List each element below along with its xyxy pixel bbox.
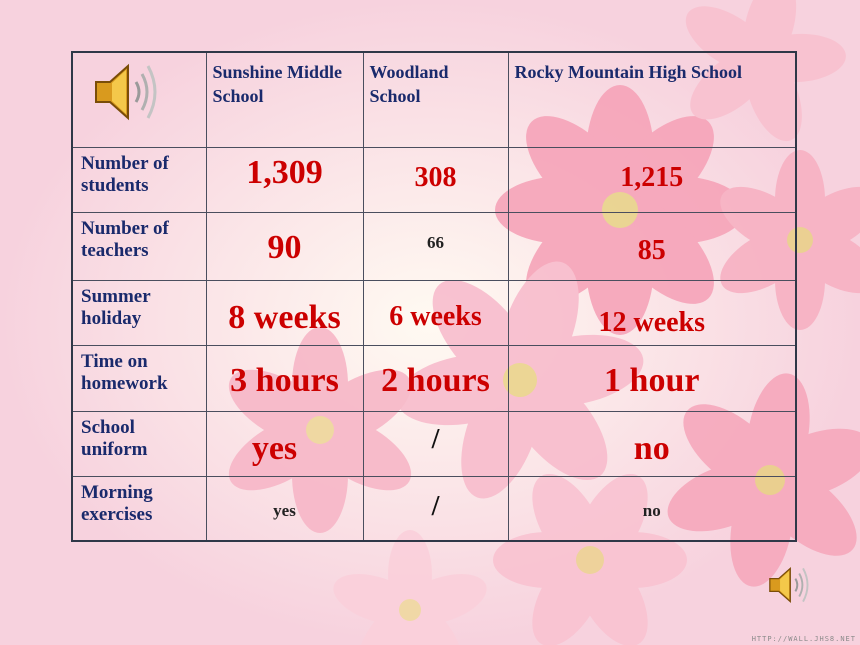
- table-row: [72, 345, 796, 411]
- cell-value: no: [508, 476, 796, 541]
- cell-value: 66: [363, 212, 508, 280]
- cell-value: /: [363, 411, 508, 476]
- column-header: Rocky Mountain High School: [508, 52, 796, 147]
- cell-value: yes: [206, 411, 363, 476]
- row-label: Number of teachers: [72, 212, 206, 280]
- table-row: [72, 147, 796, 212]
- school-comparison-table: [71, 51, 797, 542]
- cell-value: 1,215: [508, 147, 796, 212]
- table-row: [72, 411, 796, 476]
- watermark-text: HTTP://WALL.JHS8.NET: [751, 635, 856, 643]
- row-label: Time on homework: [72, 345, 206, 411]
- cell-value: 3 hours: [206, 345, 363, 411]
- table-row: [72, 476, 796, 541]
- cell-value: yes: [206, 476, 363, 541]
- row-label: Morning exercises: [72, 476, 206, 541]
- cell-value: 2 hours: [363, 345, 508, 411]
- row-label: School uniform: [72, 411, 206, 476]
- cell-value: 1 hour: [508, 345, 796, 411]
- cell-value: 6 weeks: [363, 280, 508, 345]
- cell-value: 8 weeks: [206, 280, 363, 345]
- table-row: [72, 280, 796, 345]
- cell-value: 12 weeks: [508, 280, 796, 345]
- row-label: Number of students: [72, 147, 206, 212]
- row-label: Summer holiday: [72, 280, 206, 345]
- cell-value: 85: [508, 212, 796, 280]
- table-row: [72, 212, 796, 280]
- cell-value: 1,309: [206, 147, 363, 212]
- column-header: Sunshine Middle School: [206, 52, 363, 147]
- table-header-row: [72, 52, 796, 147]
- column-header: Woodland School: [363, 52, 508, 147]
- cell-value: 308: [363, 147, 508, 212]
- cell-value: /: [363, 476, 508, 541]
- speaker-icon[interactable]: [766, 564, 812, 611]
- speaker-icon[interactable]: [90, 60, 162, 129]
- cell-value: no: [508, 411, 796, 476]
- cell-value: 90: [206, 212, 363, 280]
